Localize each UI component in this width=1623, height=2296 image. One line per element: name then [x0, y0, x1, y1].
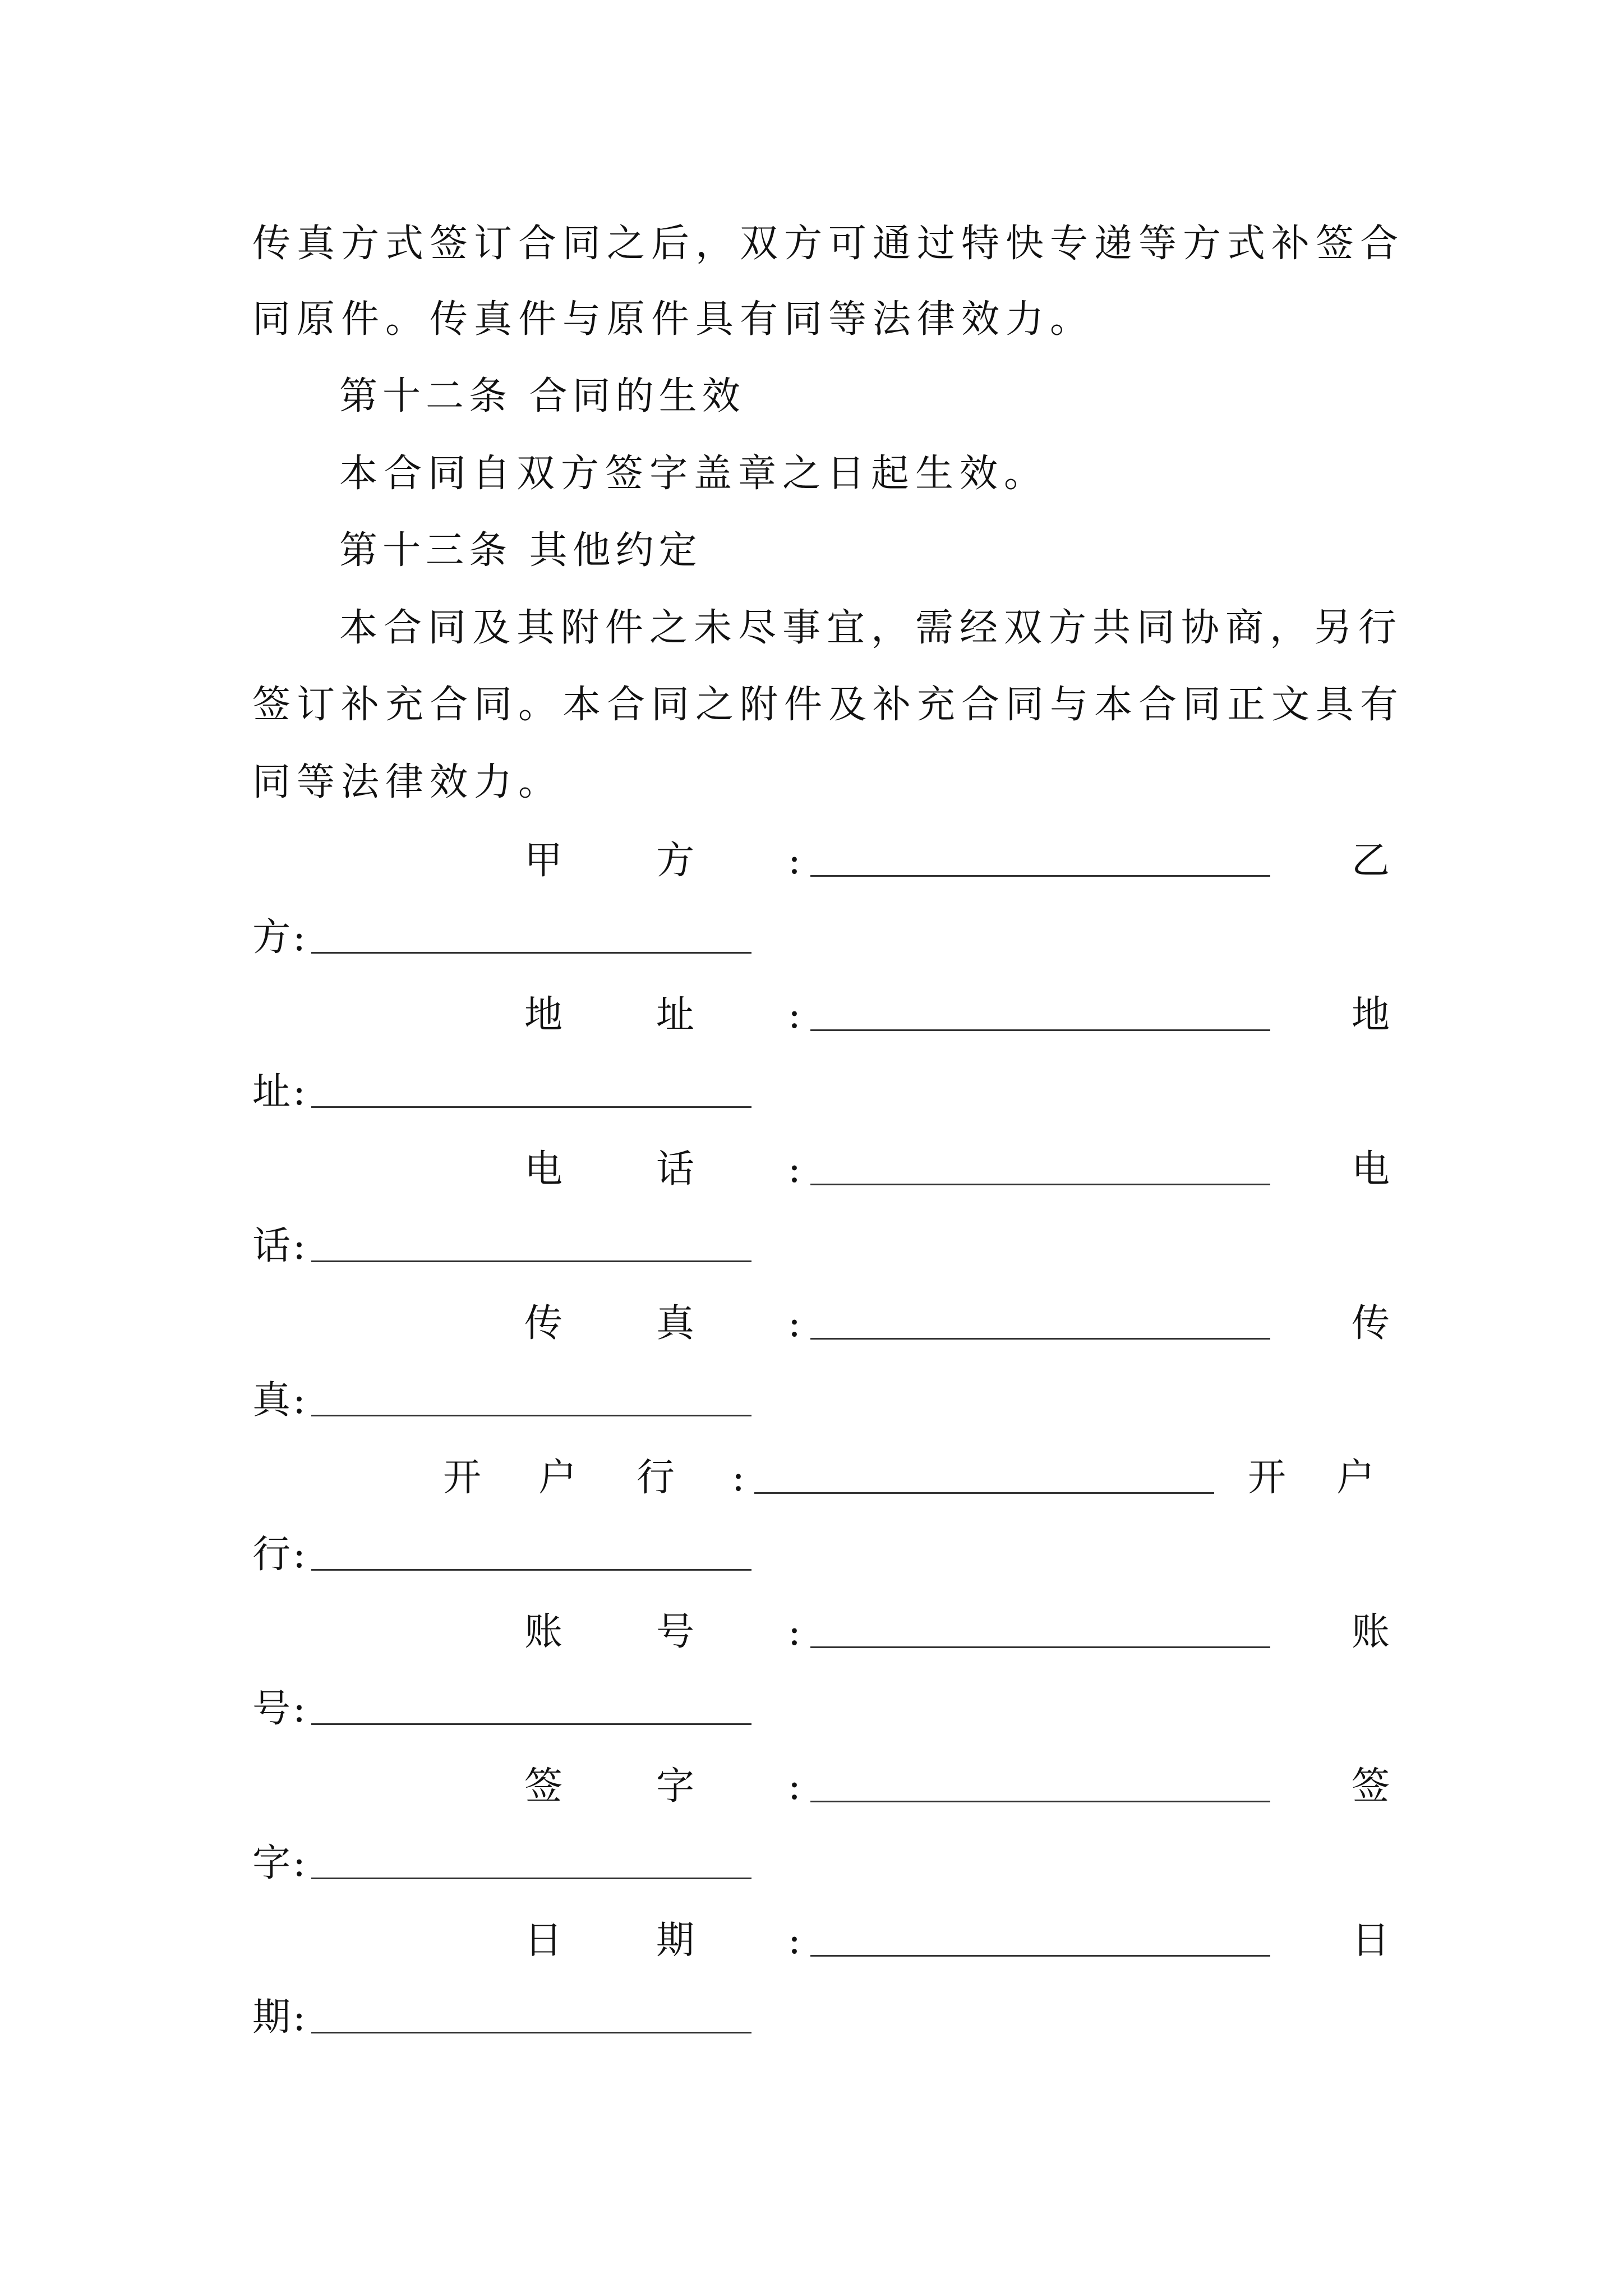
- colon: :: [788, 993, 801, 1037]
- party-b-label-start: 传: [1352, 1301, 1390, 1346]
- party-a-label-char: 户: [538, 1456, 577, 1500]
- party-b-label-end: 字: [252, 1841, 291, 1885]
- party-a-label-char: 字: [656, 1764, 695, 1809]
- party-a-label-char: 真: [656, 1301, 695, 1346]
- colon: :: [293, 1533, 306, 1577]
- party-a-label-char: 签: [524, 1764, 563, 1809]
- colon: :: [293, 1995, 306, 2040]
- party-b-input-line[interactable]: [311, 2032, 751, 2033]
- colon: :: [732, 1456, 745, 1500]
- colon: :: [788, 839, 801, 883]
- party-b-label-end: 真: [252, 1378, 291, 1423]
- party-a-label-char: 日: [524, 1918, 563, 1963]
- party-a-input-line[interactable]: [810, 1801, 1270, 1802]
- party-b-label-end: 行: [252, 1533, 291, 1577]
- party-b-label-end: 期: [252, 1995, 291, 2040]
- party-b-input-line[interactable]: [311, 1106, 751, 1108]
- party-b-input-line[interactable]: [311, 1723, 751, 1725]
- party-a-label-char: 方: [656, 839, 695, 883]
- party-b-input-line[interactable]: [311, 952, 751, 954]
- party-a-input-line[interactable]: [810, 1955, 1270, 1957]
- party-a-label-char: 电: [524, 1147, 563, 1191]
- party-b-label-start: 开户: [1248, 1456, 1426, 1500]
- party-b-label-end: 话: [252, 1224, 291, 1268]
- party-a-input-line[interactable]: [754, 1492, 1214, 1494]
- colon: :: [788, 1918, 801, 1963]
- party-a-label-char: 址: [656, 993, 695, 1037]
- body-text: 本合同及其附件之未尽事宜，需经双方共同协商，另行: [339, 606, 1403, 650]
- article-heading-text: 第十三条 其他约定: [339, 528, 702, 573]
- body-line: [252, 280, 1391, 359]
- party-b-label-start: 乙: [1352, 839, 1390, 883]
- body-text: 本合同自双方签字盖章之日起生效。: [339, 452, 1049, 496]
- party-b-label-start: 日: [1352, 1918, 1390, 1963]
- article-heading: [339, 357, 1478, 436]
- colon: :: [788, 1610, 801, 1654]
- party-b-label-start: 地: [1352, 993, 1390, 1037]
- colon: :: [293, 1687, 306, 1731]
- party-b-label-start: 签: [1352, 1764, 1390, 1809]
- article-heading: [339, 512, 1478, 590]
- party-a-label-char: 行: [637, 1456, 675, 1500]
- body-text: 同等法律效力。: [252, 760, 563, 804]
- party-a-label-char: 开: [443, 1456, 482, 1500]
- party-a-input-line[interactable]: [810, 875, 1270, 877]
- body-line: [339, 435, 1478, 513]
- party-a-input-line[interactable]: [810, 1184, 1270, 1185]
- body-line: [252, 743, 1391, 822]
- party-b-label-start: 电: [1352, 1147, 1390, 1191]
- body-text: 同原件。传真件与原件具有同等法律效力。: [252, 297, 1095, 342]
- party-a-label-char: 地: [524, 993, 563, 1037]
- party-b-label-end: 址: [252, 1070, 291, 1114]
- body-line: [339, 589, 1403, 668]
- party-b-label-start: 账: [1352, 1610, 1390, 1654]
- party-b-input-line[interactable]: [311, 1415, 751, 1416]
- body-text: 签订补充合同。本合同之附件及补充合同与本合同正文具有: [252, 683, 1405, 727]
- colon: :: [788, 1764, 801, 1809]
- party-a-label-char: 话: [656, 1147, 695, 1191]
- party-b-label-end: 方: [252, 915, 291, 960]
- colon: :: [788, 1301, 801, 1346]
- party-a-label-char: 传: [524, 1301, 563, 1346]
- colon: :: [293, 1841, 306, 1885]
- party-a-label-char: 号: [656, 1610, 695, 1654]
- party-b-input-line[interactable]: [311, 1878, 751, 1879]
- body-text: 传真方式签订合同之后，双方可通过特快专递等方式补签合: [252, 222, 1405, 266]
- colon: :: [788, 1147, 801, 1191]
- party-a-input-line[interactable]: [810, 1029, 1270, 1031]
- colon: :: [293, 1378, 306, 1423]
- party-a-label-char: 期: [656, 1918, 695, 1963]
- article-heading-text: 第十二条 合同的生效: [339, 374, 745, 418]
- party-b-input-line[interactable]: [311, 1260, 751, 1262]
- party-a-label-char: 账: [524, 1610, 563, 1654]
- colon: :: [293, 915, 306, 960]
- colon: :: [293, 1070, 306, 1114]
- party-a-label-char: 甲: [524, 839, 563, 883]
- body-line: [252, 205, 1405, 283]
- party-b-input-line[interactable]: [311, 1569, 751, 1571]
- colon: :: [293, 1224, 306, 1268]
- party-a-input-line[interactable]: [810, 1338, 1270, 1340]
- body-line: [252, 666, 1405, 744]
- party-b-label-end: 号: [252, 1687, 291, 1731]
- party-a-input-line[interactable]: [810, 1646, 1270, 1648]
